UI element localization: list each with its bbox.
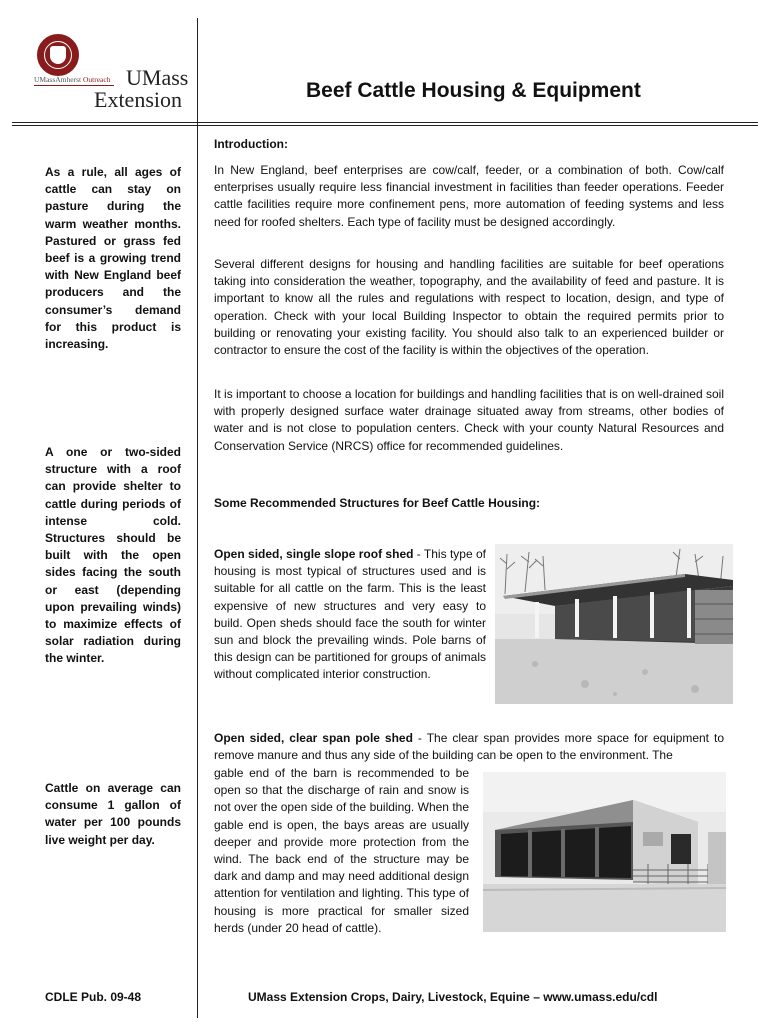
intro-paragraph-1: In New England, beef enterprises are cow/calf, feeder, or a combination of both. Cow/calf enterprises usually require less financial investment in facilities than feeder operations. Feeder cattle facilities require more confinement pens, more automation of feeding systems and less need for roofed shelters. Each type of facility must be designed accordingly. bbox=[214, 163, 724, 229]
logo-campus-line: UMassAmherst Outreach bbox=[34, 75, 111, 84]
clear-span-shed-photo bbox=[483, 772, 726, 932]
header-rule-bottom bbox=[12, 125, 758, 126]
intro-paragraph-2: Several different designs for housing and handling facilities are suitable for beef operations taking into consideration the weather, topography, and the availability of feed and pasture. It is important to know all the rules and regulations with respect to location, design, and type of operation. Check with your local Building Inspector to obtain the required permits prior to building or renovating your existing facility. You should also talk to an experienced builder or contractor to ensure the cost of the facility is within the objectives of the operation. bbox=[214, 257, 724, 358]
shed1-title: Open sided, single slope roof shed bbox=[214, 547, 414, 561]
single-slope-shed-photo bbox=[495, 544, 733, 704]
shed1-text: - This type of housing is most typical of structures used and is suitable for all cattle on the farm. This is the least expensive of new structures and very easy to build. Open sheds should face the south for winter sun and block the prevailing winds. Pole barns of this design can be partitioned for groups of animals without complicated interior construction. bbox=[214, 547, 486, 682]
structures-heading: Some Recommended Structures for Beef Cattle Housing: bbox=[214, 496, 541, 510]
shed2-description-top bbox=[214, 730, 724, 764]
shed2-title: Open sided, clear span pole shed bbox=[214, 731, 413, 745]
sidebar-note-water: Cattle on average can consume 1 gallon of water per 100 pounds live weight per day. bbox=[45, 781, 181, 847]
intro-paragraph-3: It is important to choose a location for buildings and handling facilities that is on well-drained soil with properly designed surface water drainage situated away from streams, other bodies of water and is not close to population centers. Check with your county Natural Resources and Conservation Service (NRCS) office for recommended guidelines. bbox=[214, 387, 724, 453]
logo-unit: Extension bbox=[94, 87, 182, 112]
shed2-text-a: - The clear span provides more space for equipment to remove manure and thus any side of the building can be open to the environment. The bbox=[214, 731, 724, 763]
logo-accent-bar bbox=[34, 85, 114, 86]
page-title: Beef Cattle Housing & Equipment bbox=[306, 79, 641, 102]
sidebar-note-shelter: A one or two-sided structure with a roof can provide shelter to cattle during periods of intense cold. Structures should be built with the open sides facing the south or east (depending upon prevailing winds) to maximize effects of solar radiation during the winter. bbox=[45, 445, 181, 666]
logo-org: UMass bbox=[126, 65, 189, 90]
shed1-description bbox=[214, 546, 486, 684]
column-divider bbox=[197, 18, 198, 1018]
umass-extension-logo bbox=[34, 30, 189, 112]
header-rule-top bbox=[12, 122, 758, 123]
footer-program: UMass Extension Crops, Dairy, Livestock, Equine – www.umass.edu/cdl bbox=[248, 990, 658, 1004]
shed2-description: gable end of the barn is recommended to be open so that the discharge of rain and snow is not over the open side of the building. When the gable end is open, the bays areas are usually deeper and provide more protection from the wind. The back end of the structure may be dark and damp and may need additional design attention for ventilation and lighting. This type of housing is more practical for smaller sized herds (under 20 head of cattle). bbox=[214, 766, 469, 935]
umass-seal-icon bbox=[37, 34, 79, 76]
sidebar-note-pasture: As a rule, all ages of cattle can stay on pasture during the warm weather months. Pastured or grass fed beef is a growing trend with New England beef producers and the consumer’s demand for this product is increasing. bbox=[45, 165, 181, 352]
footer-publication: CDLE Pub. 09-48 bbox=[45, 990, 142, 1004]
intro-heading: Introduction: bbox=[214, 137, 288, 151]
